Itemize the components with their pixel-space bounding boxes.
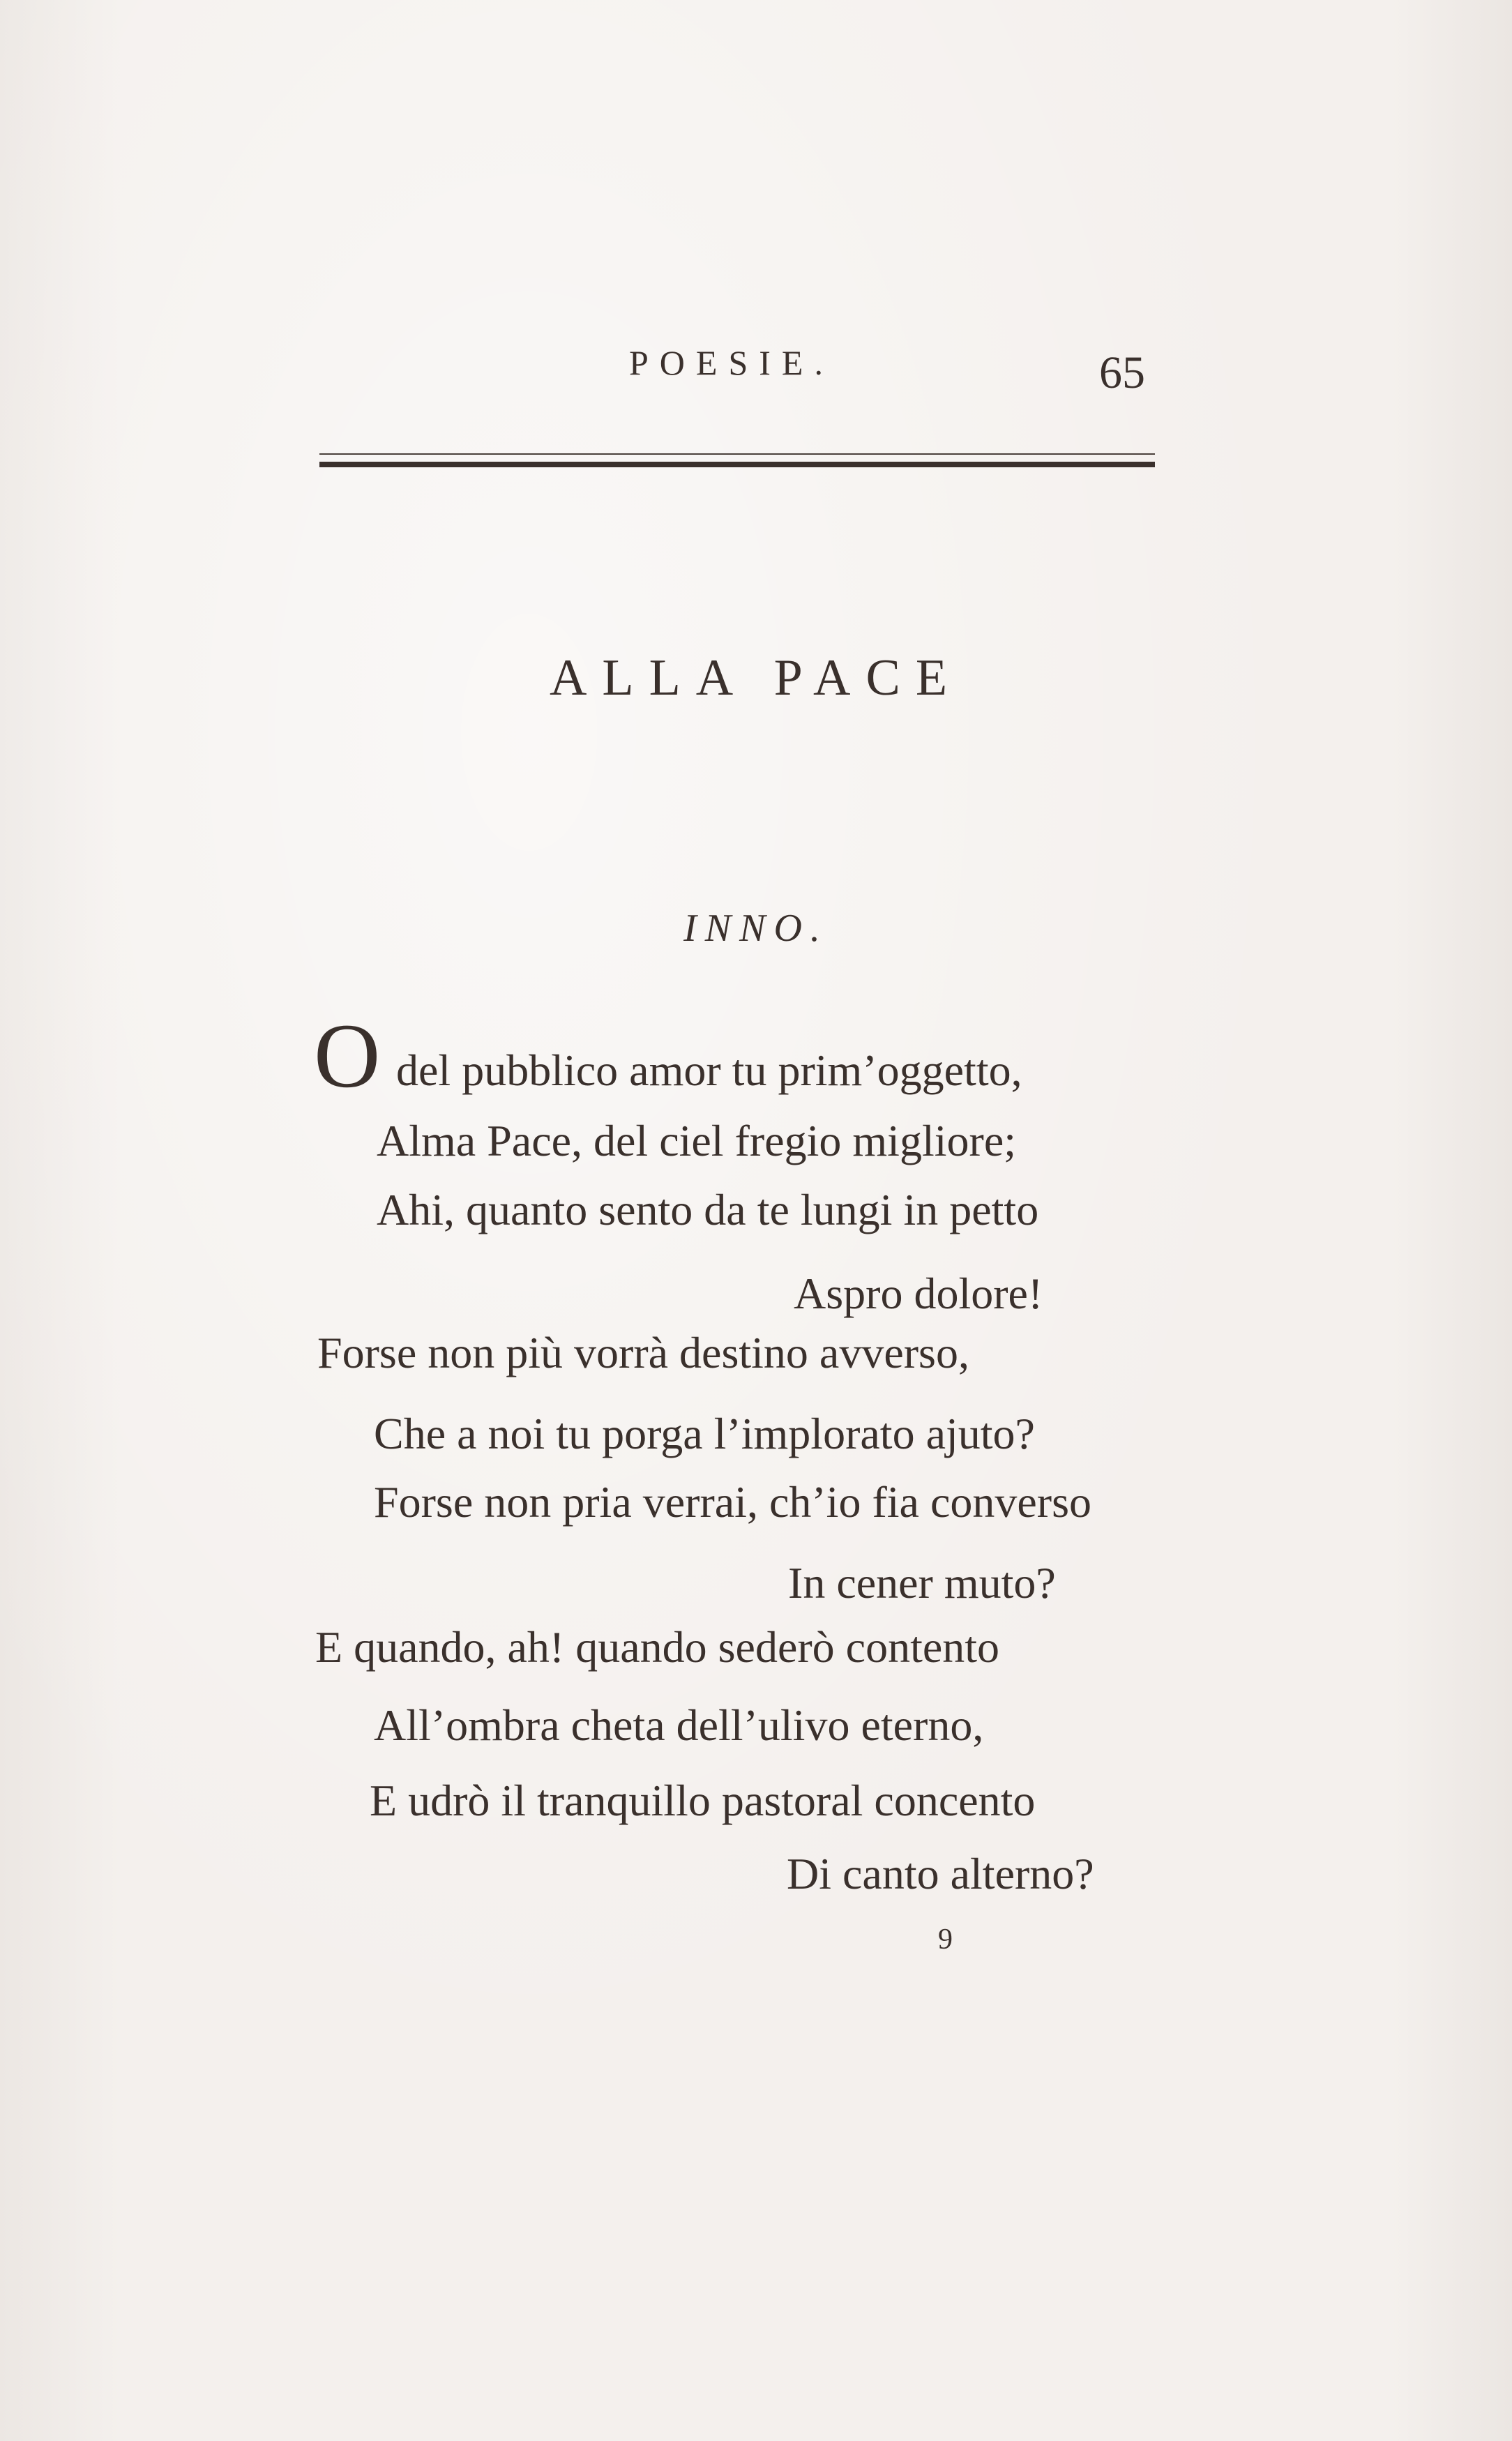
header-rule-thin	[319, 453, 1155, 455]
verse-line-6: Che a noi tu porga l’implorato ajuto?	[374, 1409, 1035, 1458]
verse-line-4: Aspro dolore!	[794, 1269, 1043, 1318]
verse-line-12: Di canto alterno?	[787, 1849, 1094, 1898]
verse-line-2: Alma Pace, del ciel fregio migliore;	[377, 1116, 1016, 1165]
signature-mark: 9	[938, 1924, 953, 1956]
poem-title: ALLA PACE	[549, 649, 963, 706]
verse-line-1: del pubblico amor tu prim’oggetto,	[396, 1045, 1022, 1095]
verse-line-7: Forse non pria verrai, ch’io fia converso	[374, 1477, 1091, 1527]
drop-cap: O	[314, 1004, 381, 1107]
running-title: POESIE.	[629, 343, 834, 382]
verse-line-5: Forse non più vorrà destino avverso,	[317, 1328, 969, 1377]
verse-line-8: In cener muto?	[788, 1558, 1056, 1608]
verse-line-11: E udrò il tranquillo pastoral concento	[370, 1776, 1036, 1825]
page-number: 65	[1099, 347, 1145, 398]
header-rule	[319, 453, 1155, 470]
verse-line-10: All’ombra cheta dell’ulivo eterno,	[374, 1700, 984, 1750]
header-rule-thick	[319, 462, 1155, 467]
verse-line-9: E quando, ah! quando sederò contento	[315, 1622, 1000, 1672]
verse-line-3: Ahi, quanto sento da te lungi in petto	[377, 1185, 1039, 1234]
poem-subtitle: INNO.	[683, 907, 829, 950]
